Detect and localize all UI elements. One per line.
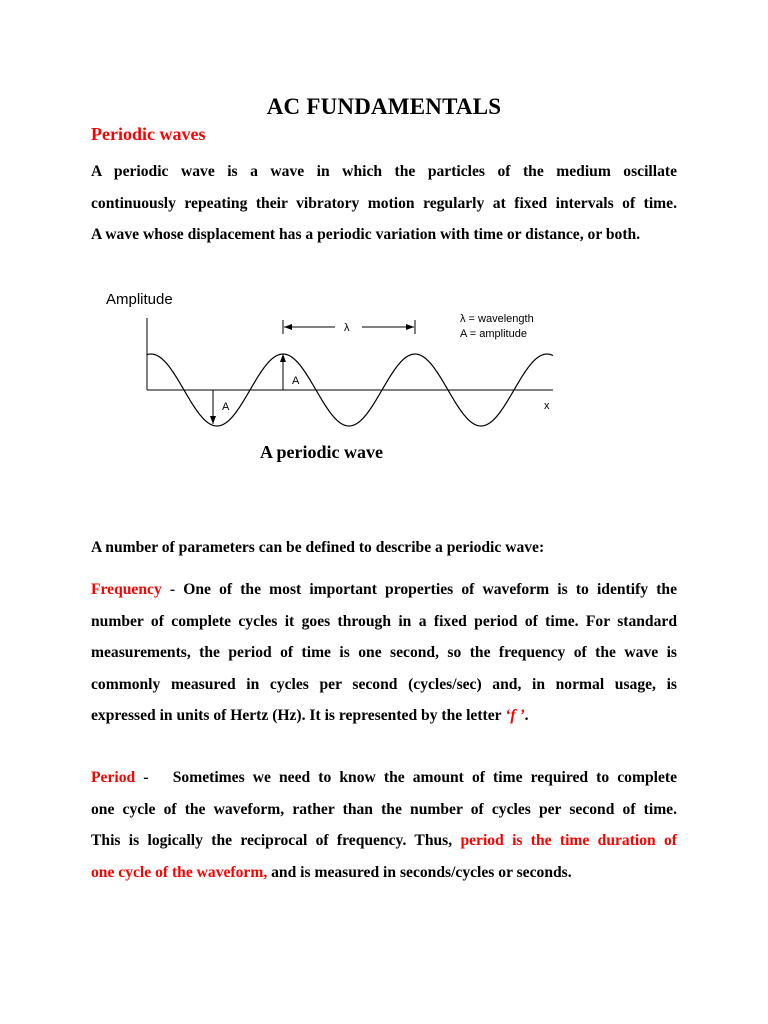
amplitude-label-down: A — [222, 401, 230, 413]
frequency-line-last — [91, 700, 677, 732]
period-line-3 — [91, 825, 677, 857]
arrowhead-right — [406, 324, 414, 330]
period-definition-part1: period is the time duration of — [460, 832, 678, 849]
intro-line: A periodic wave is a wave in which the particles of the medium oscillate — [91, 163, 677, 180]
frequency-last-text: expressed in units of Hertz (Hz). It is represented by the letter — [91, 707, 506, 724]
period-line4-text: and is measured in seconds/cycles or seconds. — [267, 863, 572, 881]
frequency-dash: - — [161, 581, 184, 598]
intro-paragraph — [91, 156, 677, 251]
period-dash: - — [135, 769, 173, 786]
intro-line: A wave whose displacement has a periodic variation with time or distance, or both. — [91, 226, 641, 243]
frequency-letter: ‘f ’ — [505, 707, 525, 724]
frequency-line: measurements, the period of time is one second, so the frequency of the wave is — [91, 644, 677, 661]
period-line-4 — [91, 857, 677, 889]
period-term: Period — [91, 769, 136, 786]
amplitude-label-up: A — [292, 375, 300, 387]
period-paragraph — [91, 762, 677, 888]
y-axis-label: Amplitude — [106, 291, 173, 308]
frequency-line-1 — [91, 574, 677, 606]
x-axis-label: x — [544, 400, 550, 412]
arrowhead-down — [210, 416, 216, 424]
frequency-text: One of the most important properties of waveform is to identify the — [183, 581, 677, 598]
intro-line: continuously repeating their vibratory motion regularly at fixed intervals of time. — [91, 194, 677, 212]
wavelength-symbol: λ — [344, 322, 350, 334]
arrowhead-up — [280, 354, 286, 362]
legend-amplitude: A = amplitude — [460, 328, 527, 340]
section-heading: Periodic waves — [91, 124, 206, 144]
period-line-1 — [91, 762, 677, 794]
frequency-term: Frequency — [91, 581, 162, 598]
period-text: Sometimes we need to know the amount of time required to complete — [172, 769, 677, 786]
figure-caption: A periodic wave — [260, 442, 383, 462]
parameters-intro: A number of parameters can be defined to describe a periodic wave: — [91, 539, 545, 556]
frequency-period-mark: . — [524, 707, 529, 724]
page-title: AC FUNDAMENTALS — [266, 94, 502, 119]
legend-wavelength: λ = wavelength — [460, 313, 534, 325]
frequency-line: commonly measured in cycles per second (cycles/sec) and, in normal usage, is — [91, 675, 677, 693]
frequency-line: number of complete cycles it goes through in a fixed period of time. For standard — [91, 612, 677, 630]
period-definition-part2: one cycle of the waveform, — [91, 863, 268, 881]
period-line: one cycle of the waveform, rather than the number of cycles per second of time. — [91, 800, 677, 818]
frequency-paragraph — [91, 574, 677, 732]
period-line3-text: This is logically the reciprocal of frequency. Thus, — [91, 832, 461, 849]
arrowhead-left — [284, 324, 292, 330]
